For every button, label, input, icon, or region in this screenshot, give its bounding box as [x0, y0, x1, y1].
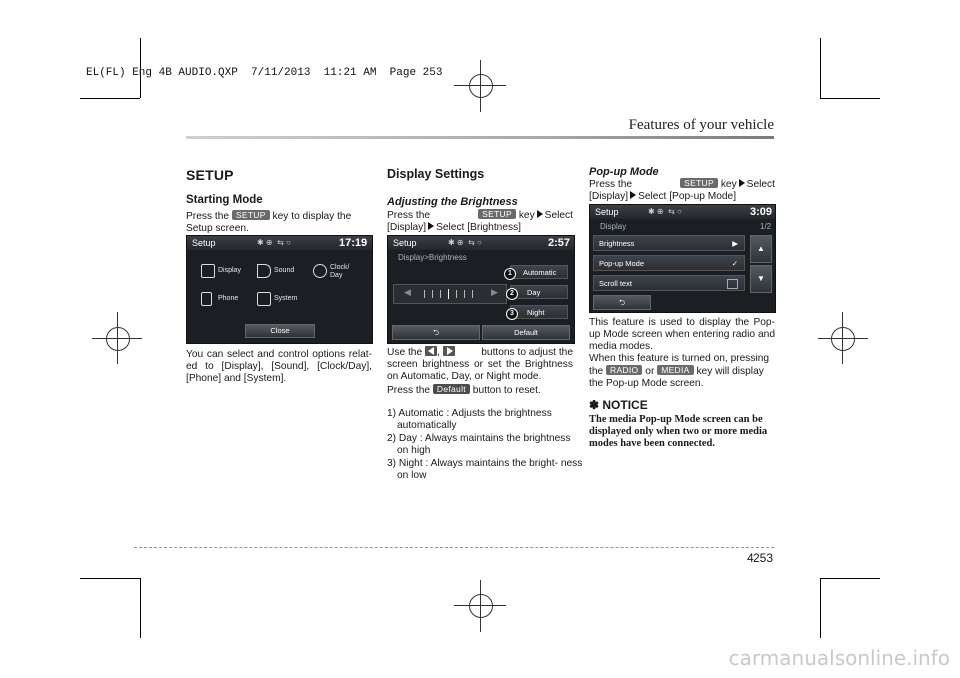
page-indicator: 1/2: [760, 222, 772, 231]
tile-label: Phone: [218, 295, 239, 302]
badge-3: 3: [506, 308, 518, 320]
file-header: EL(FL) Eng 4B AUDIO.QXP 7/11/2013 11:21 AM Page 253: [86, 67, 443, 79]
breadcrumb: Display>Brightness: [398, 253, 467, 262]
list-item-day: 2) Day : Always maintains the brightness on high: [387, 433, 571, 457]
status-icons: ✱ ⊕ ⇆ ○: [257, 238, 291, 247]
text-fragment: Press the: [589, 178, 633, 190]
media-key: MEDIA: [657, 365, 693, 375]
tile-label: Sound: [274, 267, 295, 274]
brightness-slider[interactable]: [393, 284, 507, 304]
status-icons: ✱ ⊕ ⇆ ○: [648, 207, 682, 216]
chevron-right-icon: ▶: [732, 239, 738, 248]
notice-title: ✽ NOTICE: [589, 398, 648, 412]
popup-description-2: [589, 353, 775, 391]
row-label: Pop-up Mode: [599, 259, 645, 268]
adjust-text: Use the , buttons to adjust the screen brightness or set the Brightness on Automatic, Day, or Night mode. Press the Default button to reset.: [387, 346, 573, 396]
text-fragment: Select: [746, 179, 775, 190]
setup-key: SETUP: [478, 209, 516, 219]
popup-description-1: This feature is used to display the Pop-up Mode screen when entering radio and media modes.: [589, 317, 775, 353]
screen-title: Setup: [595, 207, 619, 217]
list-item-night: 3) Night : Always maintains the bright- ness on low: [387, 458, 583, 482]
display-settings-title: Display Settings: [387, 167, 485, 181]
list-item-automatic: 1) Automatic : Adjusts the brightness automatically: [387, 408, 552, 432]
screen-clock: 17:19: [339, 237, 368, 249]
arrow-icon: [428, 222, 434, 230]
footer-rule: [134, 547, 774, 548]
tile-label: System: [274, 295, 298, 302]
back-button[interactable]: ⮌: [392, 325, 480, 340]
text-fragment: [Display]: [387, 222, 427, 234]
popup-screen: [589, 204, 776, 313]
text-fragment: screen brightness or set the Brightness on Automatic, Day, or Night mode.: [387, 359, 573, 383]
option-automatic[interactable]: Automatic: [510, 265, 568, 279]
right-arrow-icon: [443, 346, 455, 356]
screen-title: Setup: [192, 238, 216, 248]
text-fragment: Press the: [387, 209, 431, 221]
brightness-screen: [387, 235, 575, 344]
text-fragment: key: [518, 210, 535, 221]
text-fragment: Select [Brightness]: [436, 222, 522, 234]
checkbox-icon: [727, 279, 738, 289]
tile-label: Clock/ Day: [330, 264, 350, 279]
row-brightness[interactable]: [593, 235, 745, 251]
text-fragment: Setup screen.: [186, 223, 249, 235]
arrow-icon: [630, 191, 636, 199]
arrow-icon: [537, 210, 543, 218]
status-icons: ✱ ⊕ ⇆ ○: [448, 238, 482, 247]
tile-label: Display: [218, 267, 241, 274]
text-fragment: or: [645, 366, 655, 378]
back-button[interactable]: ⮌: [593, 295, 651, 310]
text-fragment: Select: [544, 210, 573, 221]
row-label: Brightness: [599, 239, 635, 248]
option-night[interactable]: Night: [510, 305, 568, 319]
text-fragment: When this feature is turned on, pressing the: [589, 353, 770, 378]
top-rule: [186, 136, 774, 139]
notice-body: The media Pop-up Mode screen can be displayed only when two or more media modes have been connected.: [589, 414, 768, 449]
popup-instruction: [589, 178, 775, 203]
row-scroll-text[interactable]: [593, 275, 745, 291]
popup-mode-title: Pop-up Mode: [589, 166, 659, 178]
text-fragment: Press the: [186, 211, 232, 222]
starting-mode-text: [186, 210, 372, 235]
option-day[interactable]: Day: [510, 285, 568, 299]
row-label: Scroll text: [599, 279, 632, 288]
screen-clock: 3:09: [750, 206, 773, 218]
chapter-number: 4: [747, 551, 754, 565]
badge-2: 2: [506, 288, 518, 300]
row-popup-mode[interactable]: [593, 255, 745, 271]
brightness-instruction: [387, 209, 573, 234]
text-fragment: key: [720, 179, 737, 190]
slider-left-icon[interactable]: ◀: [404, 287, 411, 297]
slider-right-icon[interactable]: ▶: [491, 287, 498, 297]
screen-clock: 2:57: [548, 237, 571, 249]
check-icon: ✓: [731, 259, 738, 268]
left-arrow-icon: [425, 346, 437, 356]
running-title: Features of your vehicle: [628, 117, 774, 133]
text-fragment: Select [Pop-up Mode]: [638, 191, 737, 203]
page-number: 253: [752, 551, 773, 565]
text-fragment: key will display the Pop-up Mode screen.: [589, 366, 764, 390]
setup-description: You can select and control options relat- ed to [Display], [Sound], [Clock/Day], [Phone] and [System].: [186, 349, 372, 385]
text-fragment: buttons to adjust the: [481, 346, 573, 358]
setup-screen: [186, 235, 373, 344]
scroll-down-button[interactable]: ▼: [750, 265, 772, 293]
setup-title: SETUP: [186, 167, 234, 183]
default-key: Default: [433, 384, 470, 394]
brightness-subtitle: Adjusting the Brightness: [387, 196, 518, 208]
text-fragment: Use the: [387, 347, 423, 358]
watermark: carmanualsonline.info: [728, 646, 950, 670]
radio-key: RADIO: [606, 365, 642, 375]
text-fragment: Press the: [387, 384, 431, 396]
badge-1: 1: [504, 268, 516, 280]
screen-title: Setup: [393, 238, 417, 248]
close-button[interactable]: Close: [245, 324, 315, 338]
text-fragment: [Display]: [589, 191, 629, 203]
default-button[interactable]: Default: [482, 325, 570, 340]
text-fragment: key to display the: [269, 211, 352, 222]
text-fragment: button to reset.: [472, 384, 541, 396]
starting-mode-title: Starting Mode: [186, 194, 263, 206]
arrow-icon: [739, 179, 745, 187]
setup-key: SETUP: [232, 210, 270, 220]
setup-key: SETUP: [680, 178, 718, 188]
scroll-up-button[interactable]: ▲: [750, 235, 772, 263]
screen-header: Display: [600, 222, 627, 231]
